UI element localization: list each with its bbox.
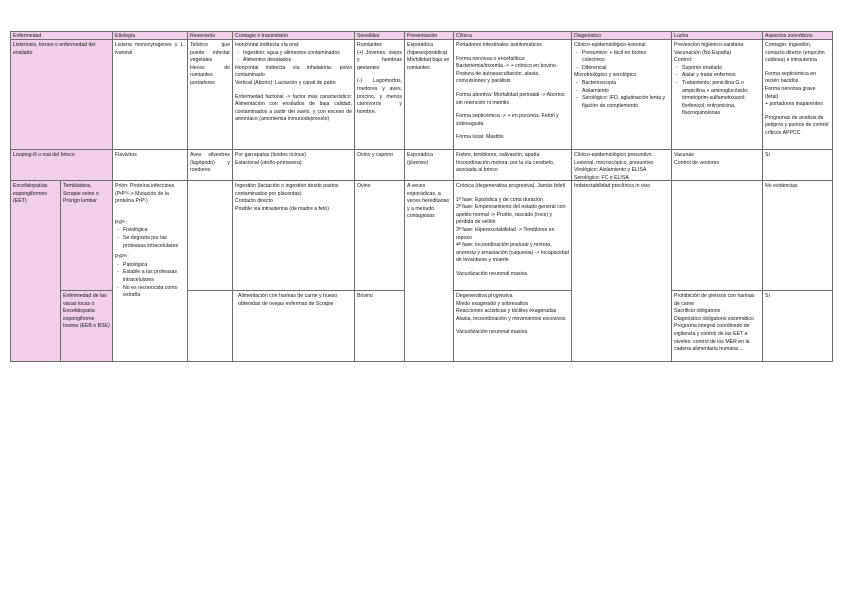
eet-etiologia-cell xyxy=(113,181,188,362)
cell-text: Vertical (Aborto): Lactación y canal de parto xyxy=(235,79,336,86)
cell-text: Heces de rumiantes portadores xyxy=(190,64,230,86)
cell-text: Por garrapatas (Ixodes ricinus) xyxy=(235,152,306,158)
cell-text: Programas de análisis de peligros y puntos de control críticos APPCC xyxy=(765,114,829,136)
cell-text: Forma septicémica -> + en porcinos. Febril y sobreaguda xyxy=(456,113,559,127)
cell-text: Rumiantes xyxy=(357,42,382,48)
header-zoonoticos: Aspectos zoonóticos xyxy=(763,32,833,40)
louping-ill-etiologia-cell xyxy=(113,150,188,181)
cell-text: Incoordinación motora: por la vía cerebelo, asociada al brinco xyxy=(456,159,555,174)
louping-ill-clinica-cell xyxy=(454,150,572,181)
cell-text: 2ª fase: Empeoramiento del estado general con apetito normal -> Prurito, rascado (roce) y pérdida de vellón xyxy=(456,204,566,226)
header-reservorio: Reservorio xyxy=(188,32,233,40)
cell-text: Fiebre, temblores, salivación, apatía xyxy=(456,152,540,158)
listeriosis-enfermedad-cell xyxy=(11,40,113,150)
cell-text: Horizontal indirecta vía inhalatoria: polvo contaminado xyxy=(235,64,352,79)
list-item: - Suprimir ensilado xyxy=(674,65,760,73)
cell-text: Aves silvestres (lagópodo) y roedores xyxy=(190,152,230,174)
listeriosis-lucha-cell xyxy=(672,40,763,150)
cell-text: Forma abortiva: Mortalidad perinatal -> Abortos sin retención ni metritis xyxy=(456,91,565,106)
louping-ill-enfermedad-cell xyxy=(11,150,113,181)
cell-text: Miedo exagerado y sobresaltos xyxy=(456,300,529,307)
scrapie-reservorio-cell xyxy=(188,181,233,291)
header-etiologia: Etiología xyxy=(113,32,188,40)
cell-text: PrPˢᶜ: xyxy=(115,254,129,261)
list-item: - Alimentos desatados xyxy=(235,57,352,65)
disease-name: Encefalopatías espongiformes (EET) xyxy=(13,183,48,205)
list-item: - Aislamiento xyxy=(574,88,669,96)
cell-text: Sí xyxy=(765,152,770,158)
cell-text: + portadores inaparentes xyxy=(765,101,823,108)
cell-text: 1ª fase: Episódica y de corta duración xyxy=(456,196,543,203)
cell-text: Control de vectores xyxy=(674,159,719,166)
cell-text: PrPᶜ: xyxy=(115,219,127,226)
list-item: - Bacterioscopia xyxy=(574,80,669,88)
cell-text: Prohibición de piensos con harinas de carne xyxy=(674,293,755,307)
cell-text: No evidencias xyxy=(765,183,798,189)
bse-nombre-cell xyxy=(61,291,113,362)
list-item: - Fisiológica xyxy=(115,227,185,235)
cell-text: Estacional (otoño-primavera) xyxy=(235,159,302,166)
cell-text: A veces esporádicas, a veces hereditarias y a menudo contagiosas xyxy=(407,183,450,220)
scrapie-sensibles-cell xyxy=(355,181,405,291)
cell-text: 4ª fase: Incoordinación postural y motora, anorexia y emaciación (caquexia) -> Incapacidad de levantarse y muerte xyxy=(456,242,569,264)
scrapie-clinica-cell xyxy=(454,181,572,291)
list-item: - Ingestión: agua y alimentos contaminados xyxy=(235,50,352,58)
cell-text: Sacrificio obligatorio xyxy=(674,308,721,315)
cell-text: Contagio: Ingestión, contacto directo (erupción cutánea) e intrauterina xyxy=(765,42,825,64)
listeriosis-clinica-cell xyxy=(454,40,572,150)
eet-enfermedad-cell xyxy=(11,181,61,362)
cell-text: Morbilidad baja en rumiantes xyxy=(407,57,450,71)
cell-text: Ovino xyxy=(357,183,371,189)
cell-text: Portadores intestinales asintomáticos xyxy=(456,42,542,48)
scrapie-lucha-cell xyxy=(672,181,763,291)
bse-clinica-cell xyxy=(454,291,572,362)
cell-text: Forma septicémica en recién nacidos xyxy=(765,70,817,85)
cell-text: Reacciones acústicas y táctiles exageradas xyxy=(456,308,557,315)
cell-text: Forma nerviosa o encefalítica: xyxy=(456,55,526,62)
scrapie-zoonoticos-cell xyxy=(763,181,833,291)
bse-lucha-cell xyxy=(672,291,763,362)
cell-text: Forma local: Mastitis xyxy=(456,134,504,141)
cell-text: Clínico-epidemiológico-lesional xyxy=(574,42,646,48)
cell-text: Vacuolización neuronal masiva xyxy=(456,329,528,336)
header-diagnostico: Diagnóstico xyxy=(572,32,672,40)
cell-text: Ingestión (lactación o ingestión desde pastos contaminados por placentas) xyxy=(235,183,339,197)
cell-text: Virológico: Aislamiento y ELISA xyxy=(574,167,647,174)
louping-ill-diagnostico-cell xyxy=(572,150,672,181)
header-enfermedad: Enfermedad xyxy=(11,32,113,40)
disease-name: Louping-ill o mal del brinco xyxy=(13,152,75,158)
cell-text: Crónica (degenerativa progresiva). Jamás febril xyxy=(456,183,566,189)
louping-ill-reservorio-cell xyxy=(188,150,233,181)
cell-text: Flavivirus xyxy=(115,152,137,158)
cell-text: Ataxia, incoordinación y movimientos excesivos xyxy=(456,315,566,322)
list-item: - Presuntivo: + fácil en brotes colectivos xyxy=(574,50,669,65)
listeriosis-contagio-cell xyxy=(233,40,355,150)
cell-text: Alimentación con harinas de carne y hueso obtenidas de ovejas enfermas de Scrapie xyxy=(238,293,338,307)
cell-text: Contacto directo xyxy=(235,198,273,205)
bse-sensibles-cell xyxy=(355,291,405,362)
list-item: - No es reconocida como extraña xyxy=(115,285,185,300)
cell-text: Ovino y caprino xyxy=(357,152,394,158)
scrapie-nombre-cell xyxy=(61,181,113,291)
list-item: - Patológica xyxy=(115,262,185,270)
listeriosis-reservorio-cell xyxy=(188,40,233,150)
disease-name: Listeriosis, torneo o enfermedad del ensilado xyxy=(13,42,96,56)
cell-text: Forma nerviosa grave (fetal) xyxy=(765,85,816,100)
disease-name: Enfermedad de las vacas locas o Encefalopatía espongiforme bovina (EEB o BSE) xyxy=(63,293,110,330)
disease-table xyxy=(10,31,833,362)
bse-contagio-cell xyxy=(233,291,355,362)
bse-reservorio-cell xyxy=(188,291,233,362)
cell-text: 3ª fase: Hiperexcitabilidad -> Temblores en reposo xyxy=(456,226,555,241)
cell-text: Indetectabilidad preclínica in vivo xyxy=(574,183,651,189)
header-clinica: Clínica xyxy=(454,32,572,40)
header-sensibles: Sensibles xyxy=(355,32,405,40)
cell-text: Esporádica (jóvenes) xyxy=(407,152,433,166)
eet-diagnostico-cell xyxy=(572,181,672,362)
header-contagio: Contagio o transmisión xyxy=(233,32,355,40)
cell-text: Vacuolización neuronal masiva xyxy=(456,270,528,277)
list-item: - Estable a las proteasas intracelulares xyxy=(115,269,185,284)
louping-ill-contagio-cell xyxy=(233,150,355,181)
cell-text: Telúrico que puede infectar vegetales xyxy=(190,42,230,64)
cell-text: Listeria monocytogenes y L. ivanovii xyxy=(115,42,185,56)
cell-text: Serológico: FC o ELISA xyxy=(574,174,629,181)
cell-text: Prión: Proteína infecciosa (PrPˢᶜ-> Mutación de la proteína PrPᶜ) xyxy=(115,183,175,205)
list-item: - Aislar y tratar enfermos xyxy=(674,72,760,80)
cell-text: Control: xyxy=(674,57,693,64)
cell-text: Diagnóstico obligatorio sistemático xyxy=(674,315,754,322)
header-presentacion: Presentación xyxy=(405,32,454,40)
louping-ill-presentacion-cell xyxy=(405,150,454,181)
cell-text: Vacunación (No España) xyxy=(674,49,732,56)
disease-name: Tembladera, Scrapie ovino o Prúrigo lumbar xyxy=(63,183,99,205)
list-item: - Tratamiento: penicilina G o ampicilina + aminoglucósido; trimetoprim-sulfametoxazol; florfenicol; eritromicina, fluoroquinolonas xyxy=(674,80,760,118)
cell-text: Prevención higiénico-sanitaria xyxy=(674,42,744,48)
cell-text: Microbiológico y serológico xyxy=(574,72,637,79)
listeriosis-presentacion-cell xyxy=(405,40,454,150)
list-item: - Se degrada por las proteasas intracelulares xyxy=(115,235,185,250)
cell-text: Vacunas xyxy=(674,152,694,158)
cell-text: Enfermedad factorial -> factor más característico: Alimentación con ensilados de baja calidad, contaminados a partir del suelo, y con exceso de amoníaco (amoniemia inmunodepresión) xyxy=(235,93,352,123)
cell-text: Posible vía intrauterina (de madre a feto) xyxy=(235,205,330,212)
cell-text: (-) Lagomorfos, roedores y aves, porcino, y menos carnívoros y hombre. xyxy=(357,78,402,115)
listeriosis-diagnostico-cell xyxy=(572,40,672,150)
louping-ill-zoonoticos-cell xyxy=(763,150,833,181)
eet-presentacion-cell xyxy=(405,181,454,362)
listeriosis-etiologia-cell xyxy=(113,40,188,150)
cell-text: (+) Jóvenes, viejos y hembras gestantes xyxy=(357,49,402,71)
cell-text: Degenerativa progresiva xyxy=(456,293,513,299)
list-item: - Diferencial xyxy=(574,65,669,73)
cell-text: Bacteriemia/toxemia -> + crónico en bovino. Postura de autoauscultación, ataxia, convulsiones y parálisis xyxy=(456,63,558,85)
louping-ill-lucha-cell xyxy=(672,150,763,181)
list-item: - Serológico: IFD, aglutinación lenta y fijación de complemento xyxy=(574,95,669,110)
cell-text: Sí xyxy=(765,293,770,299)
cell-text: Bovino xyxy=(357,293,373,299)
scrapie-contagio-cell xyxy=(233,181,355,291)
bse-zoonoticos-cell xyxy=(763,291,833,362)
cell-text: Clínico-epidemiológico presuntivo xyxy=(574,152,652,158)
louping-ill-sensibles-cell xyxy=(355,150,405,181)
header-lucha: Lucha xyxy=(672,32,763,40)
cell-text: Programa integral coordinado de vigilancia y control de las EET a niveles: control de los MER en la cadena alimentaria humana ... xyxy=(674,323,750,353)
cell-text: Horizontal indirecta vía oral: xyxy=(235,42,300,48)
listeriosis-sensibles-cell xyxy=(355,40,405,150)
cell-text: Esporádica (hiperesporádica) xyxy=(407,42,448,56)
cell-text: Lesional, microscópico, presuntivo xyxy=(574,159,654,166)
listeriosis-zoonoticos-cell xyxy=(763,40,833,150)
